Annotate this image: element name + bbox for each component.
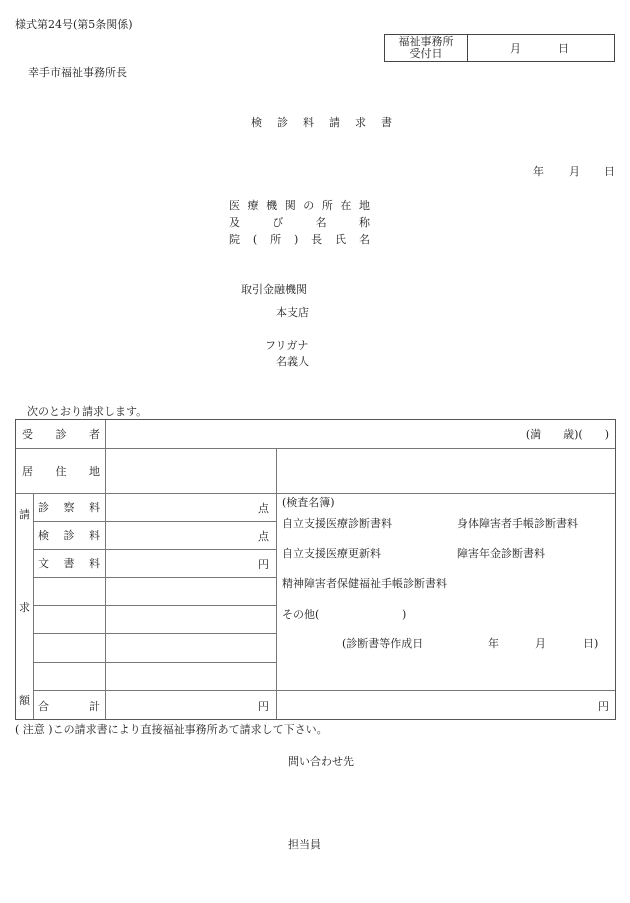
receipt-label-line2: 受付日 [409, 47, 443, 60]
blank-item-row-3[interactable] [34, 634, 276, 662]
total-unit-right: 円 [598, 700, 609, 713]
total-amount-field[interactable] [106, 691, 256, 719]
item-unit-document: 円 [258, 558, 269, 571]
vertical-label-kyu: 求 [19, 601, 30, 614]
furigana-label: フリガナ [265, 339, 309, 352]
creation-date-day: 日) [583, 637, 599, 650]
account-holder-label: 名義人 [276, 355, 309, 368]
creation-date-label: (診断書等作成日 [342, 637, 424, 650]
document-title: 検 診 料 請 求 書 [251, 116, 392, 129]
creation-date-year: 年 [488, 637, 499, 650]
date-day: 日 [604, 165, 615, 178]
date-month: 月 [569, 165, 580, 178]
exam-item-jiritsu-koshin[interactable]: 自立支援医療更新料 [282, 547, 381, 560]
staff-label: 担当員 [288, 838, 321, 851]
vertical-label-sei: 請 [19, 508, 30, 521]
document-fee-field[interactable] [106, 550, 256, 577]
item-unit-examination: 点 [258, 530, 269, 543]
age-text: (満 歳)( ) [525, 428, 609, 441]
note-text: ( 注意 )この請求書により直接福祉事務所あて請求して下さい。 [15, 723, 328, 736]
item-label-document: 文 書 料 [38, 557, 100, 570]
exam-item-seishin-techo[interactable]: 精神障害者保健福祉手帳診断書料 [282, 577, 447, 590]
intro-text: 次のとおり請求します。 [27, 405, 148, 418]
blank-item-row-2[interactable] [34, 606, 276, 633]
receipt-label [385, 35, 468, 61]
examination-fee-field[interactable] [106, 522, 256, 549]
exam-item-jiritsu-shindan[interactable]: 自立支援医療診断書料 [282, 517, 392, 530]
institution-name-label: 及 び 名 称 [229, 216, 370, 229]
receipt-day: 日 [558, 42, 569, 55]
patient-label: 受 診 者 [22, 428, 100, 441]
receipt-date-field[interactable] [468, 35, 614, 61]
address-label: 居 住 地 [22, 465, 100, 478]
exam-item-nenkin[interactable]: 障害年金診断書料 [457, 547, 545, 560]
receipt-date-box [384, 34, 615, 62]
blank-item-row-4[interactable] [34, 663, 276, 690]
director-name-label: 院 ( 所 ) 長 氏 名 [229, 233, 370, 246]
address-field-2[interactable] [277, 449, 615, 493]
form-number: 様式第24号(第5条関係) [15, 18, 133, 31]
exam-list-heading: (検査名簿) [282, 496, 335, 509]
exam-item-other[interactable]: その他( [282, 608, 320, 621]
addressee: 幸手市福祉事務所長 [28, 66, 127, 79]
item-unit-consultation: 点 [258, 502, 269, 515]
financial-institution-label: 取引金融機関 [241, 283, 307, 296]
institution-address-label: 医 療 機 関 の 所 在 地 [229, 199, 370, 212]
branch-label: 本支店 [276, 306, 309, 319]
exam-item-shintai-techo[interactable]: 身体障害者手帳診断書料 [457, 517, 578, 530]
item-label-consultation: 診 察 料 [38, 501, 100, 514]
total-amount-right-field[interactable] [277, 691, 595, 719]
contact-label: 問い合わせ先 [288, 755, 354, 768]
consultation-fee-field[interactable] [106, 494, 256, 521]
total-unit: 円 [258, 700, 269, 713]
creation-date-month: 月 [535, 637, 546, 650]
exam-item-other-close: ) [402, 608, 407, 621]
date-year: 年 [533, 165, 544, 178]
vertical-label-gaku: 額 [19, 694, 30, 707]
address-field[interactable] [106, 449, 276, 493]
receipt-month: 月 [510, 42, 521, 55]
total-label: 合 計 [38, 700, 100, 713]
item-label-examination: 検 診 料 [38, 529, 100, 542]
blank-item-row-1[interactable] [34, 578, 276, 605]
claim-table [15, 419, 616, 720]
receipt-label-line1: 福祉事務所 [398, 35, 454, 48]
